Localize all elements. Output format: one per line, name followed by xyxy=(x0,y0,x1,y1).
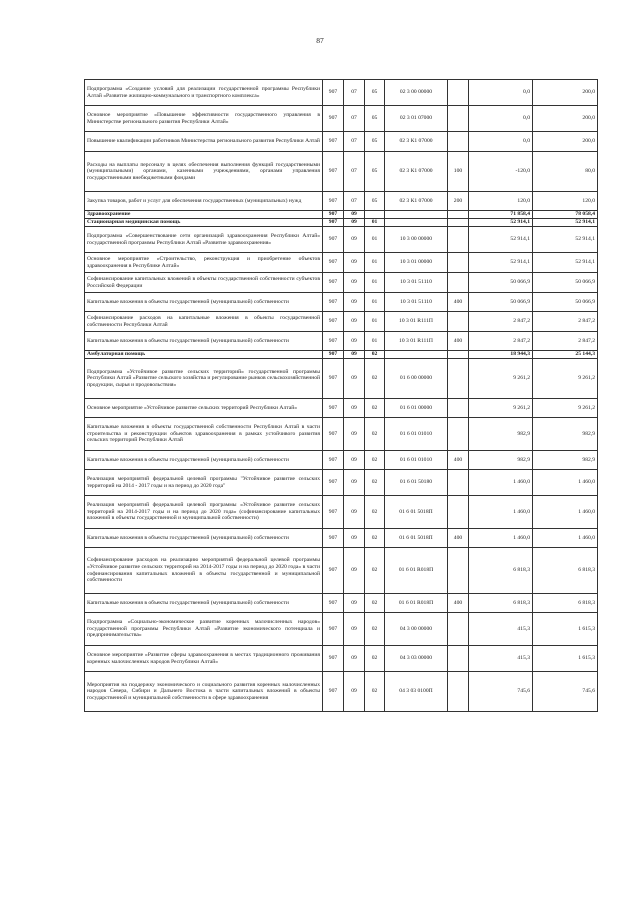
grbs-code-cell: 907 xyxy=(323,613,344,646)
amount-year2-cell: 120,0 xyxy=(533,192,598,211)
row-name-cell: Капитальные вложения в объекты государственной (муниципальной) собственности xyxy=(85,451,323,470)
section-code-cell: 07 xyxy=(344,152,365,192)
target-article-cell: 10 3 01 51110 xyxy=(385,293,448,312)
grbs-code-cell: 907 xyxy=(323,332,344,351)
target-article-cell xyxy=(385,219,448,227)
amount-year2-cell: 52 914,1 xyxy=(533,227,598,253)
expense-type-cell xyxy=(448,548,469,594)
section-code-cell: 09 xyxy=(344,312,365,332)
grbs-code-cell: 907 xyxy=(323,312,344,332)
section-code-cell: 09 xyxy=(344,548,365,594)
amount-year2-cell: 6 818,3 xyxy=(533,548,598,594)
amount-year1-cell: 2 847,2 xyxy=(469,332,533,351)
expense-type-cell xyxy=(448,312,469,332)
section-code-cell: 09 xyxy=(344,351,365,359)
subsection-code-cell xyxy=(365,211,385,219)
target-article-cell: 01 6 01 00000 xyxy=(385,399,448,418)
subsection-code-cell: 01 xyxy=(365,219,385,227)
amount-year1-cell: 0,0 xyxy=(469,106,533,132)
row-name-cell: Основное мероприятие «Повышение эффективности государственного управления в Министерстве регионального развития Республики Алтай» xyxy=(85,106,323,132)
section-code-cell: 09 xyxy=(344,470,365,496)
amount-year2-cell: 25 144,3 xyxy=(533,351,598,359)
grbs-code-cell: 907 xyxy=(323,219,344,227)
target-article-cell: 02 3 00 00000 xyxy=(385,80,448,106)
amount-year2-cell: 1 460,0 xyxy=(533,496,598,529)
table-row xyxy=(85,273,598,293)
section-code-cell: 09 xyxy=(344,399,365,418)
section-code-cell: 09 xyxy=(344,359,365,399)
section-code-cell: 09 xyxy=(344,253,365,273)
table-row xyxy=(85,132,598,152)
row-name-cell: Повышение квалификации работников Министерства регионального развития Республики Алтай xyxy=(85,132,323,152)
expense-type-cell xyxy=(448,496,469,529)
amount-year2-cell: 1 460,0 xyxy=(533,470,598,496)
amount-year1-cell: 52 914,1 xyxy=(469,253,533,273)
section-code-cell: 09 xyxy=(344,613,365,646)
table-row xyxy=(85,613,598,646)
amount-year1-cell: 52 914,1 xyxy=(469,219,533,227)
grbs-code-cell: 907 xyxy=(323,132,344,152)
amount-year2-cell: 200,0 xyxy=(533,106,598,132)
row-name-cell: Расходы на выплаты персоналу в целях обеспечения выполнения функций государственными (муниципальными) органами, казенными учреждениями, органами управления государственными внебюджетными фондами xyxy=(85,152,323,192)
expense-type-cell xyxy=(448,211,469,219)
section-code-cell: 09 xyxy=(344,451,365,470)
expense-type-cell xyxy=(448,351,469,359)
section-code-cell: 09 xyxy=(344,227,365,253)
target-article-cell: 10 3 01 51110 xyxy=(385,273,448,293)
amount-year2-cell: 9 261,2 xyxy=(533,359,598,399)
table-row xyxy=(85,332,598,351)
row-name-cell: Основное мероприятие «Развитие сферы здравоохранения в местах традиционного проживания коренных малочисленных народов Республики Алтай» xyxy=(85,646,323,672)
expense-type-cell: 200 xyxy=(448,192,469,211)
row-name-cell: Подпрограмма «Устойчивое развитие сельских территорий» государственной программы Республики Алтай «Развитие сельского хозяйства и регулирование рынков сельскохозяйственной продукции, сырья и продовольствия» xyxy=(85,359,323,399)
table-row xyxy=(85,451,598,470)
section-code-cell: 09 xyxy=(344,219,365,227)
target-article-cell: 01 6 00 00000 xyxy=(385,359,448,399)
subsection-code-cell: 05 xyxy=(365,106,385,132)
amount-year1-cell: 50 066,9 xyxy=(469,273,533,293)
grbs-code-cell: 907 xyxy=(323,418,344,451)
section-code-cell: 09 xyxy=(344,211,365,219)
target-article-cell: 01 6 01 5018П xyxy=(385,529,448,548)
table-row xyxy=(85,399,598,418)
row-name-cell: Реализация мероприятий федеральной целевой программы «Устойчивое развитие сельских территорий на 2014-2017 годы и на период до 2020 года» (софинансирование капитальных вложений в объекты государственной и муниципальной собственности) xyxy=(85,496,323,529)
table-row xyxy=(85,312,598,332)
row-name-cell: Стационарная медицинская помощь xyxy=(85,219,323,227)
subsection-code-cell: 01 xyxy=(365,253,385,273)
section-code-cell: 09 xyxy=(344,418,365,451)
target-article-cell: 02 3 К1 07000 xyxy=(385,192,448,211)
amount-year2-cell: 1 460,0 xyxy=(533,529,598,548)
subsection-code-cell: 01 xyxy=(365,293,385,312)
grbs-code-cell: 907 xyxy=(323,211,344,219)
amount-year2-cell: 50 066,9 xyxy=(533,273,598,293)
amount-year1-cell: 0,0 xyxy=(469,132,533,152)
expense-type-cell: 400 xyxy=(448,529,469,548)
section-code-cell: 09 xyxy=(344,332,365,351)
grbs-code-cell: 907 xyxy=(323,80,344,106)
section-code-cell: 09 xyxy=(344,672,365,712)
expense-type-cell xyxy=(448,359,469,399)
amount-year1-cell: 415,3 xyxy=(469,646,533,672)
amount-year1-cell: 120,0 xyxy=(469,192,533,211)
row-name-cell: Софинансирование капитальных вложений в объекты государственной собственности субъектов Российской Федерации xyxy=(85,273,323,293)
table-row xyxy=(85,496,598,529)
target-article-cell: 04 3 00 00000 xyxy=(385,613,448,646)
target-article-cell: 10 3 01 R111П xyxy=(385,312,448,332)
section-code-cell: 09 xyxy=(344,293,365,312)
amount-year1-cell: 982,9 xyxy=(469,451,533,470)
row-name-cell: Капитальные вложения в объекты государственной (муниципальной) собственности xyxy=(85,594,323,613)
grbs-code-cell: 907 xyxy=(323,106,344,132)
table-row xyxy=(85,211,598,219)
grbs-code-cell: 907 xyxy=(323,672,344,712)
subsection-code-cell: 02 xyxy=(365,646,385,672)
target-article-cell xyxy=(385,351,448,359)
amount-year1-cell: 2 847,2 xyxy=(469,312,533,332)
amount-year1-cell: 1 460,0 xyxy=(469,470,533,496)
target-article-cell: 01 6 01 R018П xyxy=(385,548,448,594)
expense-type-cell xyxy=(448,80,469,106)
table-row xyxy=(85,152,598,192)
table-row xyxy=(85,548,598,594)
grbs-code-cell: 907 xyxy=(323,227,344,253)
amount-year1-cell: 1 460,0 xyxy=(469,496,533,529)
table-row xyxy=(85,293,598,312)
expense-type-cell: 400 xyxy=(448,594,469,613)
row-name-cell: Основное мероприятие «Устойчивое развитие сельских территорий Республики Алтай» xyxy=(85,399,323,418)
grbs-code-cell: 907 xyxy=(323,451,344,470)
subsection-code-cell: 02 xyxy=(365,496,385,529)
section-code-cell: 07 xyxy=(344,106,365,132)
subsection-code-cell: 01 xyxy=(365,227,385,253)
grbs-code-cell: 907 xyxy=(323,548,344,594)
target-article-cell: 04 3 03 0100П xyxy=(385,672,448,712)
grbs-code-cell: 907 xyxy=(323,529,344,548)
row-name-cell: Здравоохранение xyxy=(85,211,323,219)
row-name-cell: Мероприятия на поддержку экономического и социального развития коренных малочисленных народов Севера, Сибири и Дальнего Востока в части капитальных вложений в объекты государственной и муниципальной собственности в сфере здравоохранения xyxy=(85,672,323,712)
page-number: 87 xyxy=(316,36,324,45)
grbs-code-cell: 907 xyxy=(323,253,344,273)
expense-type-cell xyxy=(448,132,469,152)
subsection-code-cell: 02 xyxy=(365,470,385,496)
subsection-code-cell: 02 xyxy=(365,613,385,646)
subsection-code-cell: 02 xyxy=(365,594,385,613)
row-name-cell: Подпрограмма «Совершенствование сети организаций здравоохранения Республики Алтай» государственной программы Республики Алтай «Развитие здравоохранения» xyxy=(85,227,323,253)
grbs-code-cell: 907 xyxy=(323,496,344,529)
amount-year2-cell: 982,9 xyxy=(533,418,598,451)
amount-year2-cell: 200,0 xyxy=(533,132,598,152)
subsection-code-cell: 02 xyxy=(365,399,385,418)
grbs-code-cell: 907 xyxy=(323,399,344,418)
row-name-cell: Основное мероприятие «Строительство, реконструкция и приобретение объектов здравоохранения в Республике Алтай» xyxy=(85,253,323,273)
target-article-cell: 02 3 К1 07000 xyxy=(385,132,448,152)
expense-type-cell xyxy=(448,418,469,451)
row-name-cell: Подпрограмма «Социально-экономическое развитие коренных малочисленных народов» государственной программы Республики Алтай «Развитие экономического потенциала и предпринимательства» xyxy=(85,613,323,646)
table-row xyxy=(85,351,598,359)
table-row xyxy=(85,470,598,496)
target-article-cell: 01 6 01 5018П xyxy=(385,496,448,529)
amount-year2-cell: 200,0 xyxy=(533,80,598,106)
expense-type-cell: 400 xyxy=(448,451,469,470)
subsection-code-cell: 02 xyxy=(365,351,385,359)
section-code-cell: 09 xyxy=(344,529,365,548)
grbs-code-cell: 907 xyxy=(323,470,344,496)
target-article-cell: 02 3 К1 07000 xyxy=(385,152,448,192)
subsection-code-cell: 02 xyxy=(365,548,385,594)
amount-year2-cell: 1 615,3 xyxy=(533,613,598,646)
section-code-cell: 07 xyxy=(344,132,365,152)
amount-year1-cell: 415,3 xyxy=(469,613,533,646)
row-name-cell: Подпрограмма «Создание условий для реализации государственной программы Республики Алтай «Развитие жилищно-коммунального и транспортного комплекса» xyxy=(85,80,323,106)
amount-year2-cell: 50 066,9 xyxy=(533,293,598,312)
amount-year1-cell: 6 818,3 xyxy=(469,594,533,613)
expense-type-cell: 100 xyxy=(448,152,469,192)
target-article-cell: 10 3 01 R111П xyxy=(385,332,448,351)
amount-year2-cell: 80,0 xyxy=(533,152,598,192)
amount-year1-cell: 0,0 xyxy=(469,80,533,106)
table-row xyxy=(85,192,598,211)
table-row xyxy=(85,529,598,548)
table-row xyxy=(85,672,598,712)
amount-year2-cell: 52 914,1 xyxy=(533,219,598,227)
row-name-cell: Капитальные вложения в объекты государственной собственности Республики Алтай в части строительства и реконструкции объектов здравоохранения в рамках устойчивого развития сельских территорий Республики Алтай xyxy=(85,418,323,451)
grbs-code-cell: 907 xyxy=(323,192,344,211)
budget-table xyxy=(84,79,598,712)
amount-year1-cell: 50 066,9 xyxy=(469,293,533,312)
expense-type-cell xyxy=(448,613,469,646)
amount-year2-cell: 2 847,2 xyxy=(533,332,598,351)
subsection-code-cell: 02 xyxy=(365,418,385,451)
row-name-cell: Капитальные вложения в объекты государственной (муниципальной) собственности xyxy=(85,332,323,351)
amount-year1-cell: 71 858,4 xyxy=(469,211,533,219)
grbs-code-cell: 907 xyxy=(323,646,344,672)
row-name-cell: Софинансирование расходов на реализацию мероприятий федеральной целевой программы «Устойчивое развитие сельских территорий на 2014-2017 годы и на период до 2020 года» в части софинансирования капитальных вложений в объекты государственной и муниципальной собственности xyxy=(85,548,323,594)
amount-year1-cell: 982,9 xyxy=(469,418,533,451)
subsection-code-cell: 05 xyxy=(365,132,385,152)
expense-type-cell xyxy=(448,219,469,227)
subsection-code-cell: 01 xyxy=(365,332,385,351)
target-article-cell xyxy=(385,211,448,219)
amount-year1-cell: 745,6 xyxy=(469,672,533,712)
row-name-cell: Капитальные вложения в объекты государственной (муниципальной) собственности xyxy=(85,529,323,548)
target-article-cell: 04 3 03 00000 xyxy=(385,646,448,672)
section-code-cell: 09 xyxy=(344,594,365,613)
row-name-cell: Закупка товаров, работ и услуг для обеспечения государственных (муниципальных) нужд xyxy=(85,192,323,211)
subsection-code-cell: 02 xyxy=(365,672,385,712)
amount-year2-cell: 6 818,3 xyxy=(533,594,598,613)
amount-year2-cell: 745,6 xyxy=(533,672,598,712)
row-name-cell: Реализация мероприятий федеральной целевой программы "Устойчивое развитие сельских территорий на 2014 - 2017 годы и на период до 2020 года" xyxy=(85,470,323,496)
table-row xyxy=(85,227,598,253)
target-article-cell: 01 6 01 50180 xyxy=(385,470,448,496)
amount-year1-cell: 9 261,2 xyxy=(469,359,533,399)
table-row xyxy=(85,106,598,132)
row-name-cell: Амбулаторная помощь xyxy=(85,351,323,359)
section-code-cell: 07 xyxy=(344,80,365,106)
expense-type-cell xyxy=(448,399,469,418)
section-code-cell: 09 xyxy=(344,646,365,672)
amount-year1-cell: 6 818,3 xyxy=(469,548,533,594)
section-code-cell: 09 xyxy=(344,273,365,293)
subsection-code-cell: 02 xyxy=(365,529,385,548)
grbs-code-cell: 907 xyxy=(323,594,344,613)
table-row xyxy=(85,418,598,451)
row-name-cell: Капитальные вложения в объекты государственной (муниципальной) собственности xyxy=(85,293,323,312)
grbs-code-cell: 907 xyxy=(323,152,344,192)
subsection-code-cell: 05 xyxy=(365,192,385,211)
expense-type-cell: 400 xyxy=(448,293,469,312)
amount-year1-cell: 9 261,2 xyxy=(469,399,533,418)
amount-year2-cell: 9 261,2 xyxy=(533,399,598,418)
expense-type-cell xyxy=(448,273,469,293)
amount-year1-cell: -120,0 xyxy=(469,152,533,192)
grbs-code-cell: 907 xyxy=(323,273,344,293)
grbs-code-cell: 907 xyxy=(323,293,344,312)
amount-year1-cell: 1 460,0 xyxy=(469,529,533,548)
expense-type-cell xyxy=(448,253,469,273)
subsection-code-cell: 05 xyxy=(365,152,385,192)
target-article-cell: 01 6 01 R018П xyxy=(385,594,448,613)
target-article-cell: 01 6 01 01010 xyxy=(385,418,448,451)
amount-year2-cell: 1 615,3 xyxy=(533,646,598,672)
grbs-code-cell: 907 xyxy=(323,351,344,359)
target-article-cell: 01 6 01 01010 xyxy=(385,451,448,470)
expense-type-cell xyxy=(448,470,469,496)
table-row xyxy=(85,219,598,227)
table-row xyxy=(85,253,598,273)
subsection-code-cell: 01 xyxy=(365,312,385,332)
table-row xyxy=(85,80,598,106)
table-row xyxy=(85,594,598,613)
amount-year2-cell: 52 914,1 xyxy=(533,253,598,273)
subsection-code-cell: 02 xyxy=(365,359,385,399)
table-row xyxy=(85,646,598,672)
table-row xyxy=(85,359,598,399)
expense-type-cell xyxy=(448,106,469,132)
expense-type-cell xyxy=(448,646,469,672)
expense-type-cell: 400 xyxy=(448,332,469,351)
target-article-cell: 02 3 01 07000 xyxy=(385,106,448,132)
section-code-cell: 07 xyxy=(344,192,365,211)
subsection-code-cell: 02 xyxy=(365,451,385,470)
target-article-cell: 10 3 01 00000 xyxy=(385,253,448,273)
grbs-code-cell: 907 xyxy=(323,359,344,399)
amount-year2-cell: 982,9 xyxy=(533,451,598,470)
amount-year1-cell: 18 944,3 xyxy=(469,351,533,359)
row-name-cell: Софинансирование расходов на капитальные вложения в объекты государственной собственности Республики Алтай xyxy=(85,312,323,332)
amount-year2-cell: 2 847,2 xyxy=(533,312,598,332)
subsection-code-cell: 05 xyxy=(365,80,385,106)
expense-type-cell xyxy=(448,227,469,253)
section-code-cell: 09 xyxy=(344,496,365,529)
subsection-code-cell: 01 xyxy=(365,273,385,293)
expense-type-cell xyxy=(448,672,469,712)
target-article-cell: 10 3 00 00000 xyxy=(385,227,448,253)
amount-year1-cell: 52 914,1 xyxy=(469,227,533,253)
amount-year2-cell: 78 058,4 xyxy=(533,211,598,219)
